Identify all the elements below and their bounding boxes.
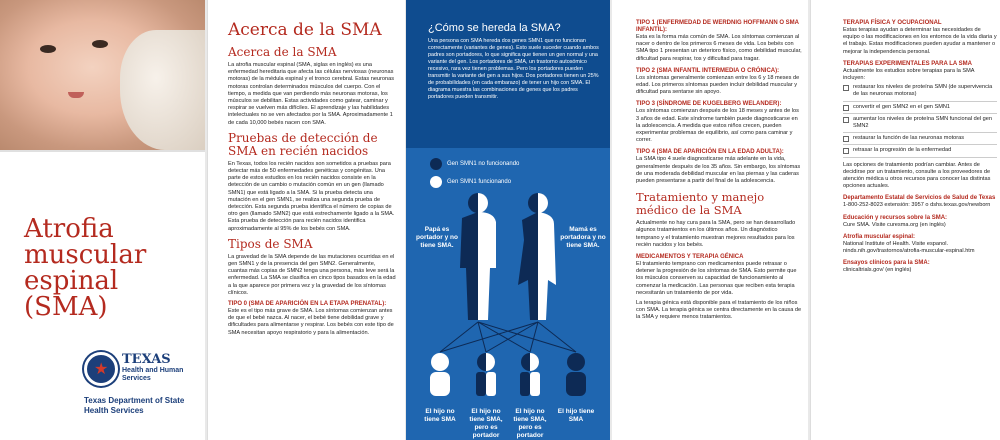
texas-hhs-logo-icon: ★ (84, 352, 118, 386)
type-body: Este es el tipo más grave de SMA. Los síntomas comienzan antes de que el bebé nazca. Al nacer, el bebé tiene debilidad grave y dificultades para alimentarse y respirar. Los bebés con este tipo de SMA necesitan apoyo respiratorio y para la alimentación. (228, 308, 394, 336)
type-body: Esta es la forma más común de SMA. Los síntomas comienzan al nacer o dentro de los primeros 6 meses de vida. Los bebés con SMA tipo 1 presentan un deterioro físico, como debilidad muscular, dificultad para respirar, tos y dificultad para tragar. (636, 34, 802, 62)
bullet-text: retrasar la progresión de la enfermedad (853, 147, 952, 154)
divider (843, 144, 997, 145)
inheritance-lines (440, 322, 576, 352)
logo-text (122, 352, 183, 383)
child-label: El hijo no tiene SMA, pero es portador (513, 408, 547, 439)
dept-line: Texas Department of State (84, 396, 185, 405)
bullet-text: aumentar los niveles de proteína SMN funcional del gen SMN2 (853, 115, 992, 130)
contact-title: Departamento Estatal de Servicios de Salud de Texas (843, 195, 996, 202)
child-carrier-icon (520, 353, 540, 396)
logo-line2: Health and Human (122, 367, 184, 374)
cover-title-line: espinal (24, 266, 119, 296)
baby-eye (92, 40, 108, 48)
child-unaffected-icon (430, 353, 450, 396)
department-name (84, 396, 184, 416)
legend-label: Gen SMN1 no funcionando (447, 161, 520, 167)
dept-line: Health Services (84, 406, 144, 415)
cover-title (24, 216, 146, 320)
subsection-title: MEDICAMENTOS Y TERAPIA GÉNICA (636, 254, 744, 261)
logo-line3: Services (122, 375, 151, 382)
type-title: TIPO 4 (SMA DE APARICIÓN EN LA EDAD ADULTA): (636, 149, 784, 156)
resource-title: Ensayos clínicos para la SMA: (843, 260, 930, 267)
about-panel (207, 0, 405, 440)
bullet-item (843, 147, 997, 154)
mother-label: Mamá es portadora y no tiene SMA. (560, 226, 606, 249)
resource-body: clinicaltrials.gov/ (en inglés) (843, 267, 912, 274)
mother-figure-icon (518, 193, 556, 320)
subsection-body: La terapia génica está disponible para el tratamiento de los niños con SMA. La terapia génica se centra directamente en la causa de la SMA y requiere menos tratamientos. (636, 300, 802, 321)
blanket-shape (120, 30, 205, 150)
cover-title-line: muscular (24, 240, 147, 270)
cover-title-line: Atrofia (24, 214, 114, 244)
child-carrier-icon (476, 353, 496, 396)
baby-eye (40, 45, 56, 53)
resource-title: Atrofia muscular espinal: (843, 233, 916, 240)
panel-heading: ¿Cómo se hereda la SMA? (428, 22, 561, 34)
section-title: Acerca de la SMA (228, 45, 337, 59)
section-body: Actualmente no hay cura para la SMA, pero se han desarrollado algunos tratamientos en los últimos años. Un diagnóstico temprano y el tratamiento muestran mejores resultados para los recién nacidos y los bebés. (636, 220, 796, 248)
resource-body: Cure SMA. Visite curesma.org (en inglés) (843, 221, 946, 228)
bullet-box-icon (843, 117, 849, 123)
father-label: Papá es portador y no tiene SMA. (416, 226, 458, 249)
section-title: Tipos de SMA (228, 236, 313, 251)
section-body: En Texas, todos los recién nacidos son sometidos a pruebas para detectar más de 50 enfermedades genéticas y congénitas. Una parte de estos estudios en los recién nacidos consiste en la detección de un cambio o mutación común en un gen (llamado SMN1) que está ligado a la SMA. Si la prueba detecta una mutación en el gen SMN1, se realiza una segunda prueba de detección. Esta segunda prueba identifica el número de copias de otro gen (llamado SMN2) que está estrechamente ligado a la SMA. Esta prueba de detección para recién nacidos identifica aproximadamente al 95% de los bebés con SMA. (228, 160, 395, 232)
divider (0, 150, 205, 152)
resource-title: Educación y recursos sobre la SMA: (843, 214, 948, 221)
section-body: La gravedad de la SMA depende de las mutaciones ocurridas en el gen SMN1 y de la presencia del gen SMN2. Generalmente, cuantas más copias de SMN2 tenga una persona, más leve será la enfermedad. La SMA se clasifica en cinco tipos basados en la edad a la que aparece por primera vez y la gravedad de los síntomas clínicos. (228, 253, 396, 296)
resource-body: National Institute of Health. Visite espanol. ninds.nih.gov/trastornos/atrofia-muscular-espinal.htm (843, 240, 975, 255)
legend-label: Gen SMN1 funcionando (447, 179, 512, 185)
father-figure-icon (460, 193, 496, 320)
type-title: TIPO 2 (SMA INFANTIL INTERMEDIA O CRÓNICA): (636, 67, 780, 74)
section-body: Una persona con SMA hereda dos genes SMN1 que no funcionan correctamente (variantes de genes). Esto suele suceder cuando ambos padres son portadores, lo que significa que tienen un gen normal y una variante del gen. Los portadores de SMA, un trastorno autosómico recesivo, rara vez tienen problemas. Pero los portadores pueden transmitir la variante del gen a sus hijos. Dos portadores tienen un 25% de probabilidades (en cada embarazo) de tener un hijo con SMA. El diagrama muestra las combinaciones de genes que los padres portadores pueden transmitir. (428, 38, 599, 100)
type-title: TIPO 3 (SÍNDROME DE KUGELBERG WELANDER): (636, 101, 782, 108)
baby-photo (0, 0, 205, 150)
child-affected-icon (566, 353, 586, 396)
cover-title-line: (SMA) (24, 292, 108, 322)
contact-body: 1-800-252-8023 extensión: 3957 o dshs.texas.gov/newborn (843, 202, 991, 209)
divider (843, 157, 997, 158)
bullet-box-icon (843, 148, 849, 154)
types-panel (612, 0, 808, 440)
bullet-text: restaurar los niveles de proteína SMN (de supervivencia de las neuronas motoras) (853, 84, 993, 98)
subsection-title: TERAPIAS EXPERIMENTALES PARA LA SMA (843, 60, 973, 67)
section-title: Pruebas de detección de SMA en recién nacidos (228, 130, 378, 158)
bullet-text: restaurar la función de las neuronas motoras (853, 135, 965, 142)
logo-name: TEXAS (122, 352, 171, 367)
resources-panel (810, 0, 1000, 440)
subsection-body: Actualmente los estudios sobre terapias para la SMA incluyen: (843, 67, 975, 82)
section-title: Tratamiento y manejo médico de la SMA (636, 190, 765, 218)
bullet-item (843, 84, 997, 98)
inheritance-panel (406, 0, 610, 440)
bullet-text: convertir el gen SMN2 en el gen SMN1 (853, 103, 951, 110)
type-title: TIPO 0 (SMA DE APARICIÓN EN LA ETAPA PRENATAL): (228, 301, 387, 308)
divider (843, 101, 997, 102)
baby-mouth (68, 92, 84, 98)
child-label: El hijo no tiene SMA (424, 408, 456, 423)
subsection-body: El tratamiento temprano con medicamentos puede retrasar o detener la progresión de los síntomas de SMA. Esto permite que los músculos conserven su capacidad de funcionamiento al comenzar la medicación. Las personas que reciben esta terapia necesitarán un tratamiento de por vida. (636, 261, 797, 296)
type-body: Los síntomas generalmente comienzan entre los 6 y 18 meses de edad. Los primeros síntomas pueden incluir debilidad muscular y dificultad para sentarse sin apoyo. (636, 74, 800, 96)
bullet-item (843, 104, 997, 111)
child-label: El hijo tiene SMA (557, 408, 595, 423)
type-body: La SMA tipo 4 suele diagnosticarse más adelante en la vida, generalmente después de los 35 años. Sin embargo, los síntomas de una moderada debilidad muscular en las piernas y las caderas pueden presentarse a partir del final de la adolescencia. (636, 156, 801, 185)
subsection-body: Estas terapias ayudan a determinar las necesidades de equipo o las modificaciones en los entornos de la vida diaria y el trabajo. Estas modificaciones pueden ayudar a mantener o mejorar la independencia personal. (843, 27, 997, 55)
panel-heading: Acerca de la SMA (228, 20, 382, 40)
inheritance-diagram (406, 0, 610, 440)
cover-panel (0, 0, 205, 440)
divider (843, 132, 997, 133)
child-label: El hijo no tiene SMA, pero es portador (469, 408, 503, 439)
type-title: TIPO 1 (ENFERMEDAD DE WERDNIG HOFFMANN O SMA INFANTIL): (636, 20, 799, 33)
bullet-item (843, 116, 997, 130)
bullet-box-icon (843, 136, 849, 142)
options-text: Las opciones de tratamiento podrían cambiar. Antes de decidirse por un tratamiento, consulte a los proveedores de atención médica u otros recursos para conocer las distintas opciones actuales. (843, 161, 991, 190)
section-body: La atrofia muscular espinal (SMA, siglas en inglés) es una enfermedad hereditaria que afecta las células nerviosas (neuronas motoras) de la médula espinal y el tronco cerebral. Estas neuronas motoras controlan determinados músculos del cuerpo. Con el tiempo, a medida que van perdiendo más neuronas motoras, los músculos se debilitan. Estas actividades como gatear, caminar y respirar se vuelven más difíciles. El aprendizaje y las habilidades intelectuales no se ven afectados por la SMA. Aproximadamente 1 de cada 10,000 bebés nacen con SMA. (228, 62, 395, 126)
divider (843, 113, 997, 114)
bullet-box-icon (843, 105, 849, 111)
bullet-item (843, 135, 997, 142)
bullet-box-icon (843, 85, 849, 91)
type-body: Los síntomas comienzan después de los 18 meses y antes de los 3 años de edad. Este síndrome también puede diagnosticarse en la adolescencia. A medida que estos niños crecen, pueden experimentar problemas de equilibrio, así como para caminar y correr. (636, 108, 799, 144)
subsection-title: TERAPIA FÍSICA Y OCUPACIONAL (843, 20, 942, 26)
